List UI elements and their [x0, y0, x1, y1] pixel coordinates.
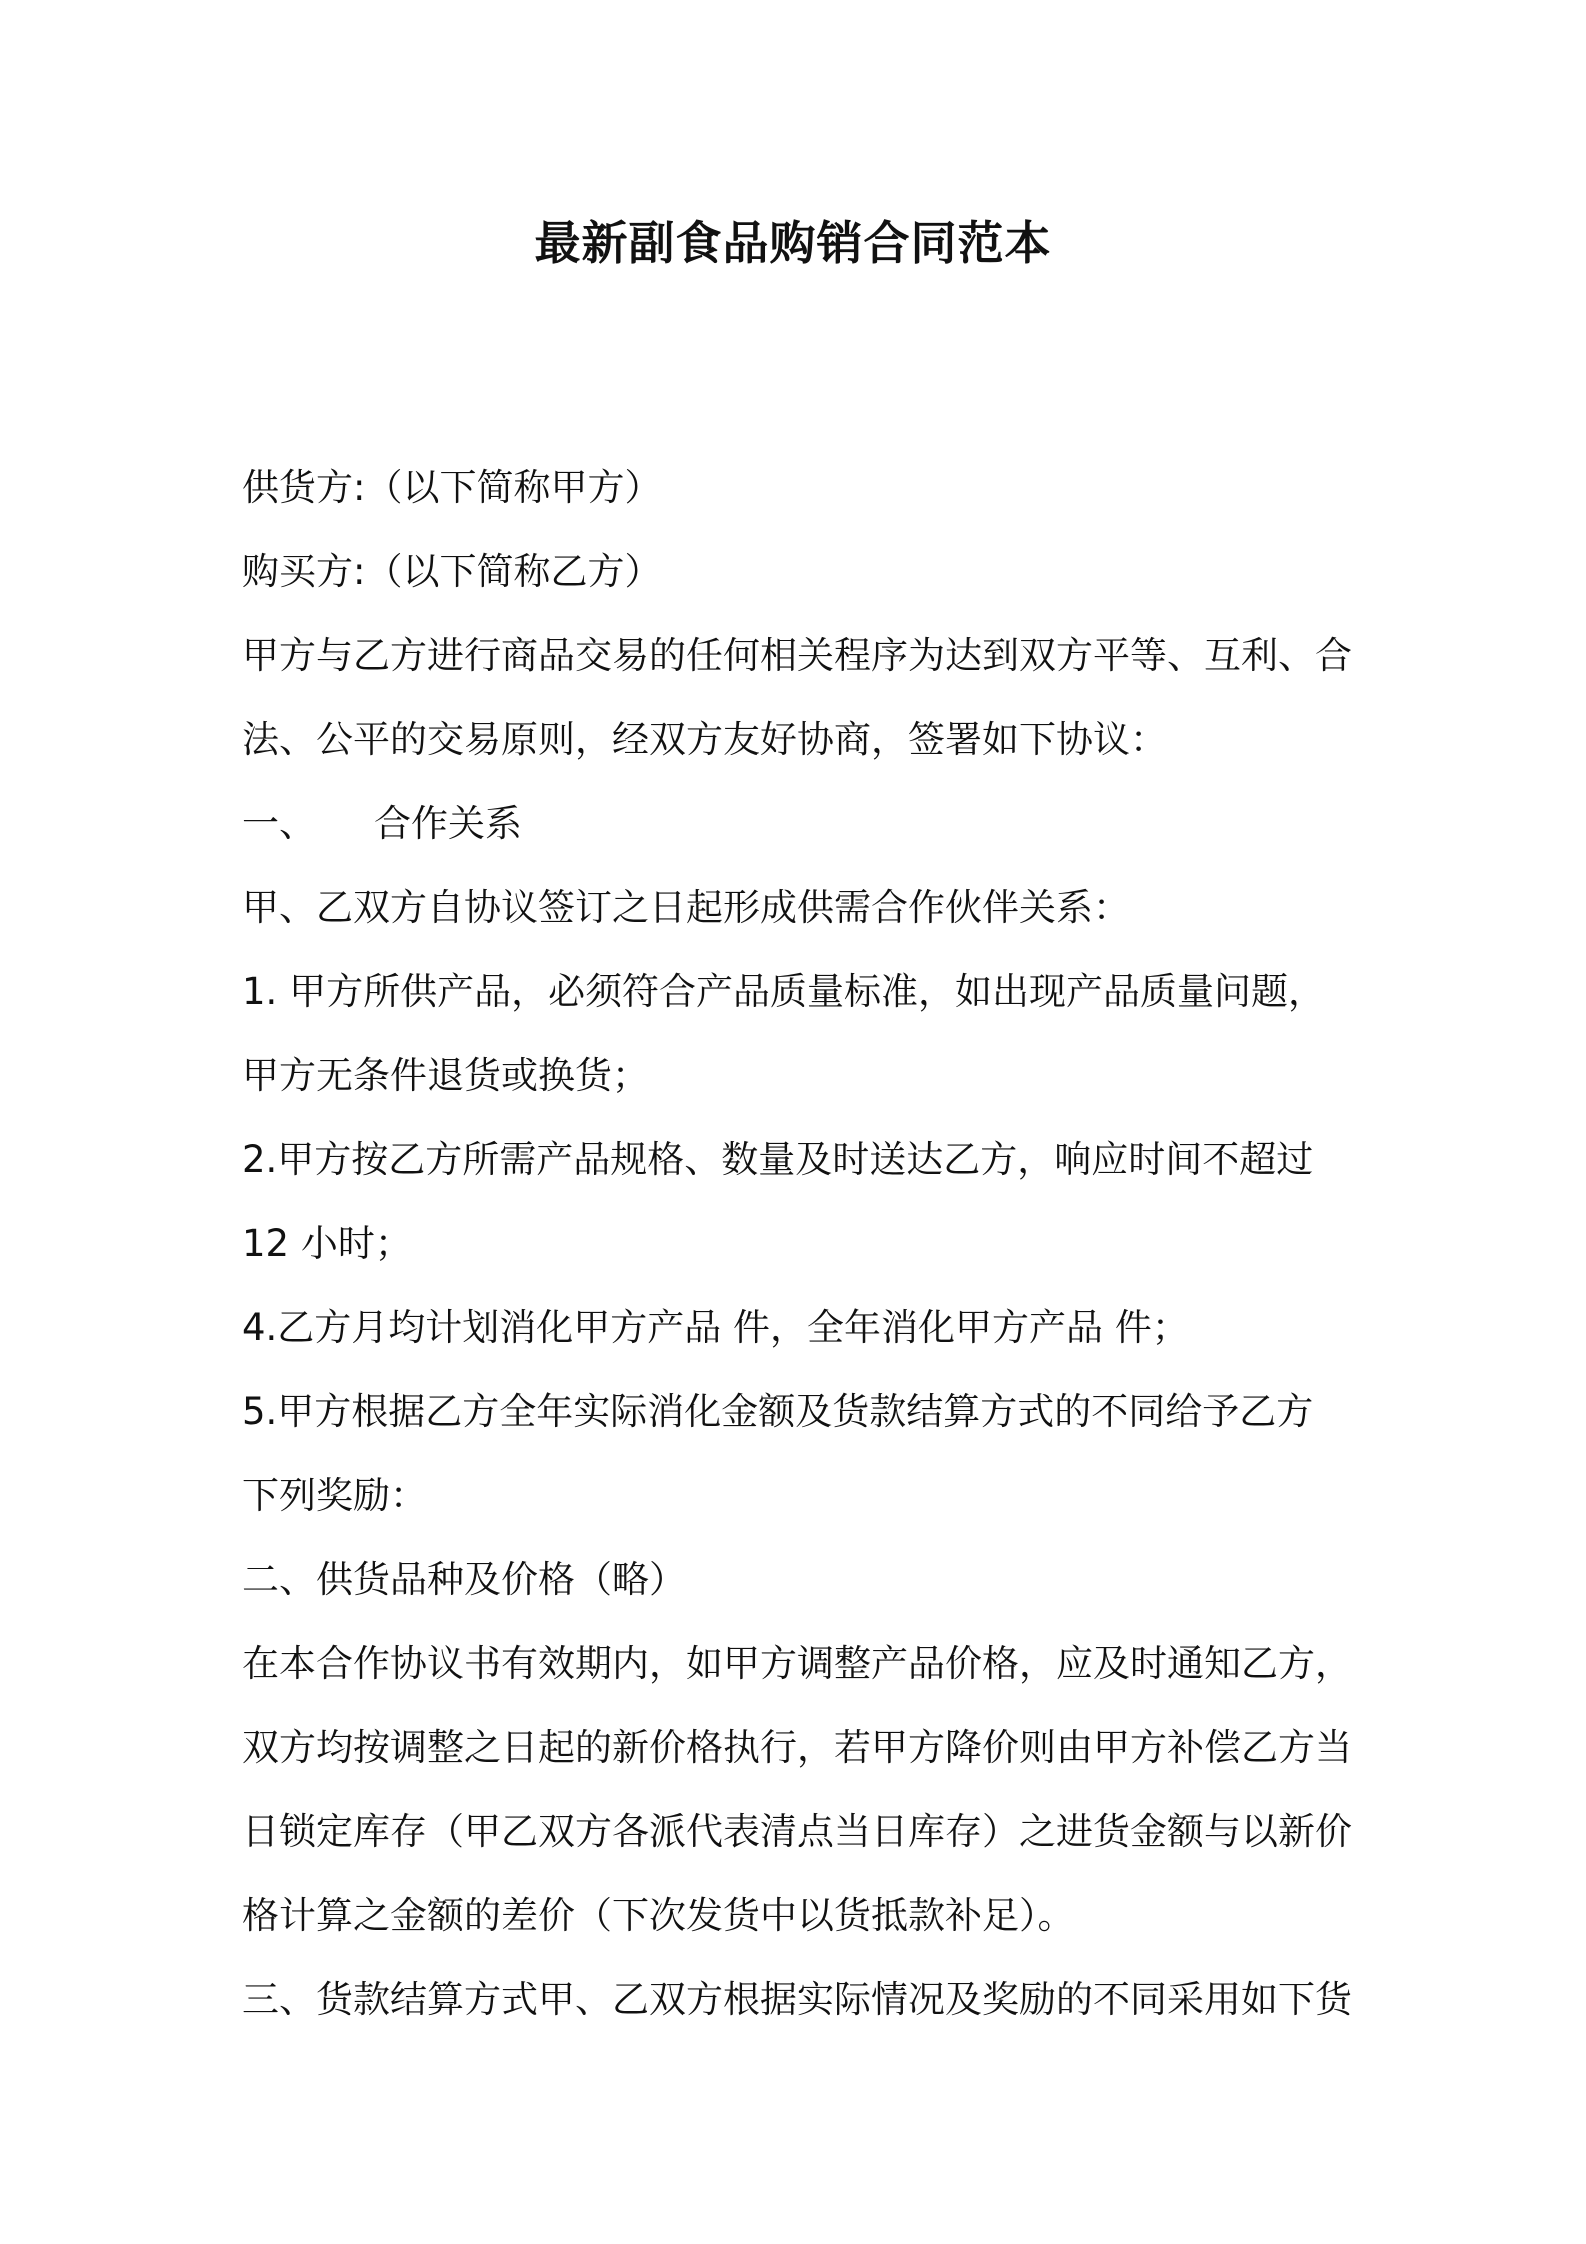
- clause-line: 2.甲方按乙方所需产品规格、数量及时送达乙方，响应时间不超过: [242, 1138, 1314, 1181]
- paragraph-line: 日锁定库存（甲乙双方各派代表清点当日库存）之进货金额与以新价: [242, 1810, 1352, 1853]
- paragraph-line: 双方均按调整之日起的新价格执行，若甲方降价则由甲方补偿乙方当: [242, 1726, 1352, 1769]
- paragraph-line: 法、公平的交易原则，经双方友好协商，签署如下协议：: [242, 718, 1167, 761]
- clause-line: 5.甲方根据乙方全年实际消化金额及货款结算方式的不同给予乙方: [242, 1390, 1314, 1433]
- clause-line: 下列奖励：: [242, 1474, 427, 1517]
- document-title: 最新副食品购销合同范本: [534, 216, 1052, 270]
- buyer-line: 购买方:（以下简称乙方）: [242, 550, 662, 593]
- paragraph-line: 甲、乙双方自协议签订之日起形成供需合作伙伴关系：: [242, 886, 1130, 929]
- section-number: 一、: [242, 802, 316, 845]
- section-heading-cooperation: [242, 782, 1372, 866]
- section-heading-payment: 三、货款结算方式甲、乙双方根据实际情况及奖励的不同采用如下货: [242, 1978, 1352, 2021]
- section-heading-products: 二、供货品种及价格（略）: [242, 1558, 686, 1601]
- document-body: [242, 446, 1372, 2044]
- paragraph-line: 甲方与乙方进行商品交易的任何相关程序为达到双方平等、互利、合: [242, 634, 1352, 677]
- clause-line: 甲方无条件退货或换货；: [242, 1054, 649, 1097]
- clause-line: 4.乙方月均计划消化甲方产品 件，全年消化甲方产品 件；: [242, 1306, 1189, 1349]
- section-label: 合作关系: [374, 802, 522, 845]
- paragraph-line: 在本合作协议书有效期内，如甲方调整产品价格，应及时通知乙方，: [242, 1642, 1352, 1685]
- paragraph-line: 格计算之金额的差价（下次发货中以货抵款补足）。: [242, 1894, 1075, 1937]
- clause-line: 12 小时；: [242, 1222, 412, 1265]
- clause-line: 1. 甲方所供产品，必须符合产品质量标准，如出现产品质量问题，: [242, 970, 1326, 1013]
- supplier-line: 供货方:（以下简称甲方）: [242, 466, 662, 509]
